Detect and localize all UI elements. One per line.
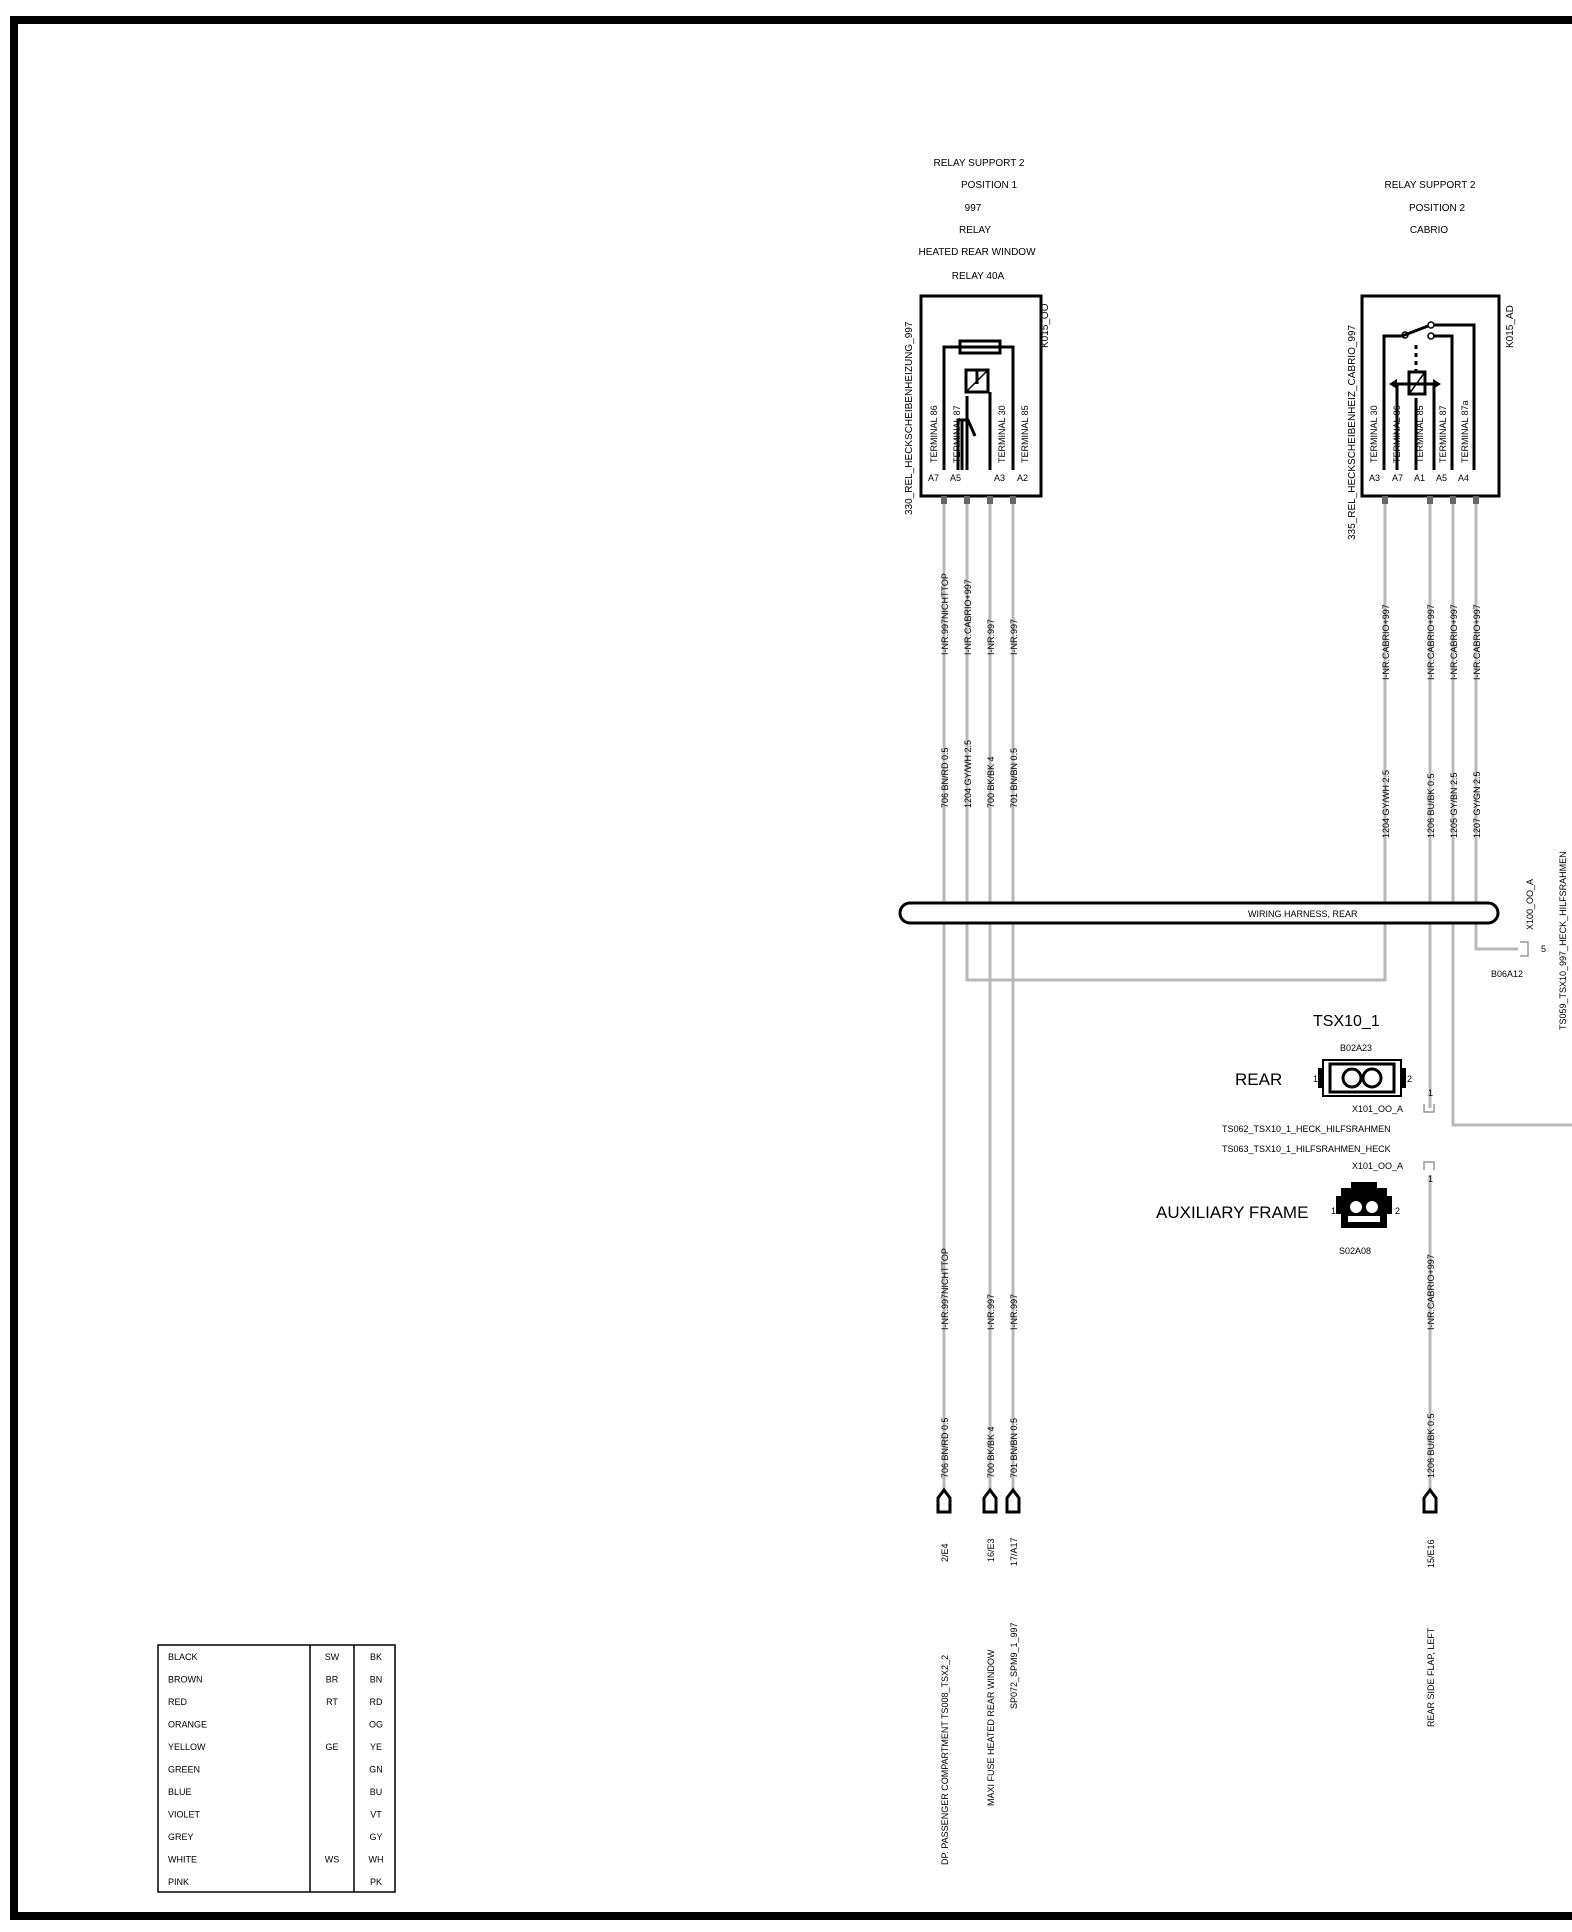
legend-de: SW [324, 1652, 340, 1662]
relay-2-pin: A1 [1414, 473, 1426, 483]
relay-2-terminal-label: TERMINAL 30 [1369, 405, 1379, 463]
x101-top-label: X101_OO_A [1352, 1104, 1404, 1114]
wire-ref: 17/A17 [1009, 1537, 1019, 1566]
relay-1-terminal-label: TERMINAL 86 [929, 405, 939, 463]
wire-destinations [940, 1537, 1436, 1865]
wire-spec-label: 701 BN/BN 0.5 [1009, 747, 1019, 808]
x100-splice-label: TS059_TSX10_997_HECK_HILFSRAHMEN [1558, 851, 1568, 1030]
relay-1-terminal-label: TERMINAL 30 [997, 405, 1007, 463]
relay-1-header-line: POSITION 1 [960, 180, 1018, 191]
legend-code: OG [368, 1719, 384, 1730]
wire-destination: SP072_SPM9_1_997 [1009, 1622, 1019, 1709]
legend-code: WH [368, 1854, 384, 1865]
page-frame [14, 20, 1572, 1916]
wire-destination: REAR SIDE FLAP, LEFT [1426, 1627, 1436, 1727]
x101-top-pin: 1 [1428, 1088, 1434, 1098]
legend-name: RED [168, 1697, 188, 1707]
relay-2-header [1385, 180, 1476, 236]
wire-spec-label: 700 BK/BK 4 [986, 1426, 996, 1478]
relay-2-pin: A7 [1392, 473, 1404, 483]
legend-code: GN [369, 1764, 383, 1775]
wire-variant-label: I-NR.CABRIO+997 [1449, 604, 1459, 680]
legend-name: PINK [168, 1877, 190, 1887]
wire-end-arrow [1007, 1490, 1019, 1512]
rear-pin-2: 2 [1407, 1074, 1413, 1084]
legend-de: GE [325, 1742, 339, 1752]
wire-spec-label: 706 BN/RD 0.5 [940, 1417, 950, 1478]
relay-1-header-line: HEATED REAR WINDOW [918, 247, 1036, 258]
relay-2-name: 335_REL_HECKSCHEIBENHEIZ_CABRIO_997 [1347, 324, 1358, 540]
wire-destination: MAXI FUSE HEATED REAR WINDOW [986, 1649, 996, 1806]
rear-pin-1: 1 [1313, 1074, 1319, 1084]
relay-2-pin: A3 [1369, 473, 1381, 483]
legend-name: VIOLET [168, 1809, 201, 1820]
legend-code: BK [369, 1652, 383, 1662]
relay-1-header [918, 158, 1036, 282]
aux-frame-label: AUXILIARY FRAME [1156, 1203, 1309, 1222]
wire-spec-label: 1206 BU/BK 0.5 [1426, 773, 1436, 838]
tsx-rear-label: REAR [1235, 1070, 1283, 1089]
legend-name: BLUE [168, 1787, 192, 1797]
relay-1-pin: A5 [950, 473, 962, 483]
relay-2-pin: A5 [1436, 473, 1448, 483]
relay-2-header-line: POSITION 2 [1408, 203, 1466, 214]
legend-code: RD [369, 1697, 383, 1707]
legend-code: YE [369, 1742, 383, 1752]
wire-spec-label: 1205 GY/BN 2.5 [1449, 772, 1459, 838]
wire-variant-label: I-NR.997NICHTTOP [940, 573, 950, 655]
legend-code: VT [370, 1809, 382, 1820]
relay-1-header-line: RELAY 40A [951, 271, 1005, 282]
relay-1-code: K015_OO [1040, 303, 1051, 348]
legend-code: BN [369, 1674, 383, 1685]
x100-location: B06A12 [1491, 969, 1524, 979]
wire-spec-label: 701 BN/BN 0.5 [1009, 1417, 1019, 1478]
relay-1-header-line: 997 [964, 203, 982, 214]
wire-variant-label: I-NR.CABRIO+997 [1426, 1254, 1436, 1330]
wire-ref: 15/E16 [1426, 1539, 1436, 1568]
relay-1-box [921, 296, 1041, 496]
wire-variant-label: I-NR.997 [1009, 1293, 1019, 1330]
legend-name: GREY [168, 1832, 194, 1842]
legend-code: PK [369, 1877, 383, 1887]
wiring-harness-label: WIRING HARNESS, REAR [1248, 909, 1358, 919]
wire-variant-label: I-NR.997 [986, 1293, 996, 1330]
wire-variant-label: I-NR.CABRIO+997 [1381, 604, 1391, 680]
legend-de: RT [326, 1697, 338, 1707]
wire-1205 [1453, 497, 1572, 1125]
relay-1-header-line: RELAY SUPPORT 2 [933, 158, 1025, 169]
wire-variant-label: I-NR.997NICHTTOP [940, 1248, 950, 1330]
wire-end-arrow [984, 1490, 996, 1512]
relay-1-pin: A2 [1017, 473, 1029, 483]
ts062-label: TS062_TSX10_1_HECK_HILFSRAHMEN [1222, 1124, 1391, 1134]
legend-code: BU [369, 1787, 383, 1797]
wire-spec-label: 706 BN/RD 0.5 [940, 747, 950, 808]
tsx-rear-location: B02A23 [1340, 1043, 1373, 1053]
relay-1-terminal-label: TERMINAL 85 [1020, 405, 1030, 463]
relay-2-terminal-label: TERMINAL 85 [1415, 405, 1425, 463]
legend-code: GY [369, 1832, 383, 1842]
relay-1-terminal-label: TERMINAL 87 [952, 405, 962, 463]
wire-1207 [1476, 497, 1518, 949]
aux-pin-1: 1 [1331, 1206, 1337, 1216]
legend-name: BROWN [168, 1674, 203, 1685]
relay-2-header-line: RELAY SUPPORT 2 [1384, 180, 1476, 191]
x100-pin: 5 [1541, 944, 1547, 954]
legend-de: WS [324, 1854, 340, 1865]
terminal-arrows [938, 1490, 1436, 1512]
wire-variant-label: I-NR.CABRIO+997 [963, 579, 973, 655]
legend-name: ORANGE [168, 1719, 208, 1730]
wire-destination: DP. PASSENGER COMPARTMENT TS008_TSX2_2 [940, 1654, 950, 1865]
relay-1-name: 330_REL_HECKSCHEIBENHEIZUNG_997 [904, 321, 915, 515]
legend-name: GREEN [168, 1764, 201, 1775]
ts063-label: TS063_TSX10_1_HILFSRAHMEN_HECK [1222, 1144, 1391, 1154]
wire-spec-label: 700 BK/BK 4 [986, 756, 996, 808]
relay-2-terminal-label: TERMINAL 86 [1392, 405, 1402, 463]
color-legend [158, 1645, 395, 1892]
aux-frame-location: S02A08 [1339, 1246, 1372, 1256]
relay-2-pin: A4 [1458, 473, 1470, 483]
wire-spec-label: 1204 GY/WH 2.5 [1381, 769, 1391, 838]
aux-frame-connector-icon [1336, 1182, 1392, 1228]
relay-1-header-line: RELAY [958, 225, 992, 236]
x101-bottom-pin: 1 [1428, 1174, 1434, 1184]
legend-de: BR [325, 1674, 339, 1685]
legend-name: WHITE [168, 1854, 197, 1865]
wire-spec-label: 1204 GY/WH 2.5 [963, 739, 973, 808]
relay-2-code: K015_AD [1505, 305, 1516, 348]
wire-ref: 16/E3 [986, 1538, 996, 1562]
legend-name: BLACK [168, 1652, 198, 1662]
wire-spec-label: 1207 GY/GN 2.5 [1472, 771, 1482, 838]
relay-1-pin: A3 [994, 473, 1006, 483]
wire-variant-label: I-NR.CABRIO+997 [1472, 604, 1482, 680]
x100-connector-label: X100_OO_A [1525, 878, 1535, 930]
x100-connector [1491, 851, 1568, 1030]
relay-1-pin: A7 [928, 473, 940, 483]
relay-2-terminal-label: TERMINAL 87a [1460, 400, 1470, 463]
wire-end-arrow [1424, 1490, 1436, 1512]
tsx-title: TSX10_1 [1313, 1013, 1380, 1030]
relay-2-header-line: CABRIO [1409, 225, 1449, 236]
rear-connector-icon [1318, 1060, 1406, 1096]
wiring-harness-rear [900, 903, 1498, 923]
wire-spec-label: 1206 BU/BK 0.5 [1426, 1413, 1436, 1478]
legend-name: YELLOW [168, 1742, 206, 1752]
wire-variant-label: I-NR.CABRIO+997 [1426, 604, 1436, 680]
x101-bottom-label: X101_OO_A [1352, 1161, 1404, 1171]
wire-end-arrow [938, 1490, 950, 1512]
wire-variant-label: I-NR.997 [986, 618, 996, 655]
aux-pin-2: 2 [1395, 1206, 1401, 1216]
wire-labels-top [940, 573, 1482, 838]
wire-variant-label: I-NR.997 [1009, 618, 1019, 655]
wire-ref: 2/E4 [940, 1543, 950, 1562]
relay-2-terminal-label: TERMINAL 87 [1438, 405, 1448, 463]
